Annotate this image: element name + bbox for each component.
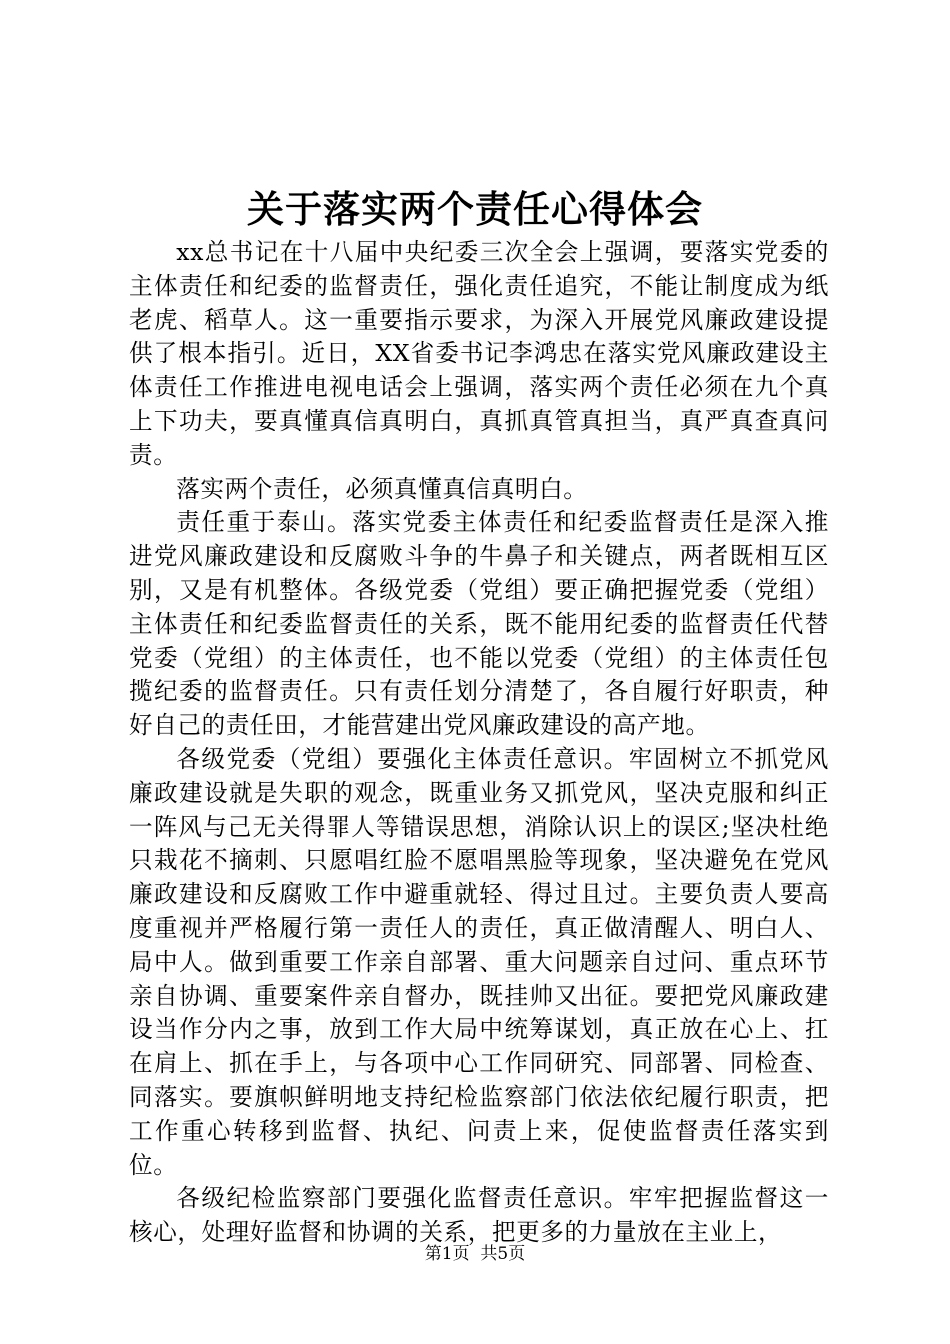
paragraph-4: 各级党委（党组）要强化主体责任意识。牢固树立不抓党风廉政建设就是失职的观念，既重业务又抓党风，坚决克服和纠正一阵风与己无关得罪人等错误思想，消除认识上的误区;坚决杜绝只栽花不摘刺、只愿唱红脸不愿唱黑脸等现象，坚决避免在党风廉政建设和反腐败工作中避重就轻、得过且过。主要负责人要高度重视并严格履行第一责任人的责任，真正做清醒人、明白人、局中人。做到重要工作亲自部署、重大问题亲自过问、重点环节亲自协调、重要案件亲自督办，既挂帅又出征。要把党风廉政建设当作分内之事，放到工作大局中统筹谋划，真正放在心上、扛在肩上、抓在手上，与各项中心工作同研究、同部署、同检查、同落实。要旗帜鲜明地支持纪检监察部门依法依纪履行职责，把工作重心转移到监督、执纪、问责上来，促使监督责任落实到位。: [129, 744, 829, 1179]
paragraph-2: 落实两个责任，必须真懂真信真明白。: [176, 474, 588, 503]
paragraph-3: 责任重于泰山。落实党委主体责任和纪委监督责任是深入推进党风廉政建设和反腐败斗争的牛鼻子和关键点，两者既相互区别，又是有机整体。各级党委（党组）要正确把握党委（党组）主体责任和纪委监督责任的关系，既不能用纪委的监督责任代替党委（党组）的主体责任，也不能以党委（党组）的主体责任包揽纪委的监督责任。只有责任划分清楚了，各自履行好职责，种好自己的责任田，才能营建出党风廉政建设的高产地。: [129, 508, 829, 740]
page-number-footer: 第1页 共5页: [424, 1244, 526, 1264]
document-title: 关于落实两个责任心得体会: [247, 187, 703, 231]
paragraph-1: xx总书记在十八届中央纪委三次全会上强调，要落实党委的主体责任和纪委的监督责任，强化责任追究，不能让制度成为纸老虎、稻草人。这一重要指示要求，为深入开展党风廉政建设提供了根本指引。近日，XX省委书记李鸿忠在落实党风廉政建设主体责任工作推进电视电话会上强调，落实两个责任必须在九个真上下功夫，要真懂真信真明白，真抓真管真担当，真严真查真问责。: [129, 238, 829, 469]
document-body: [129, 236, 829, 1250]
paragraph-5: 各级纪检监察部门要强化监督责任意识。牢牢把握监督这一核心，处理好监督和协调的关系，把更多的力量放在主业上，: [129, 1184, 829, 1247]
